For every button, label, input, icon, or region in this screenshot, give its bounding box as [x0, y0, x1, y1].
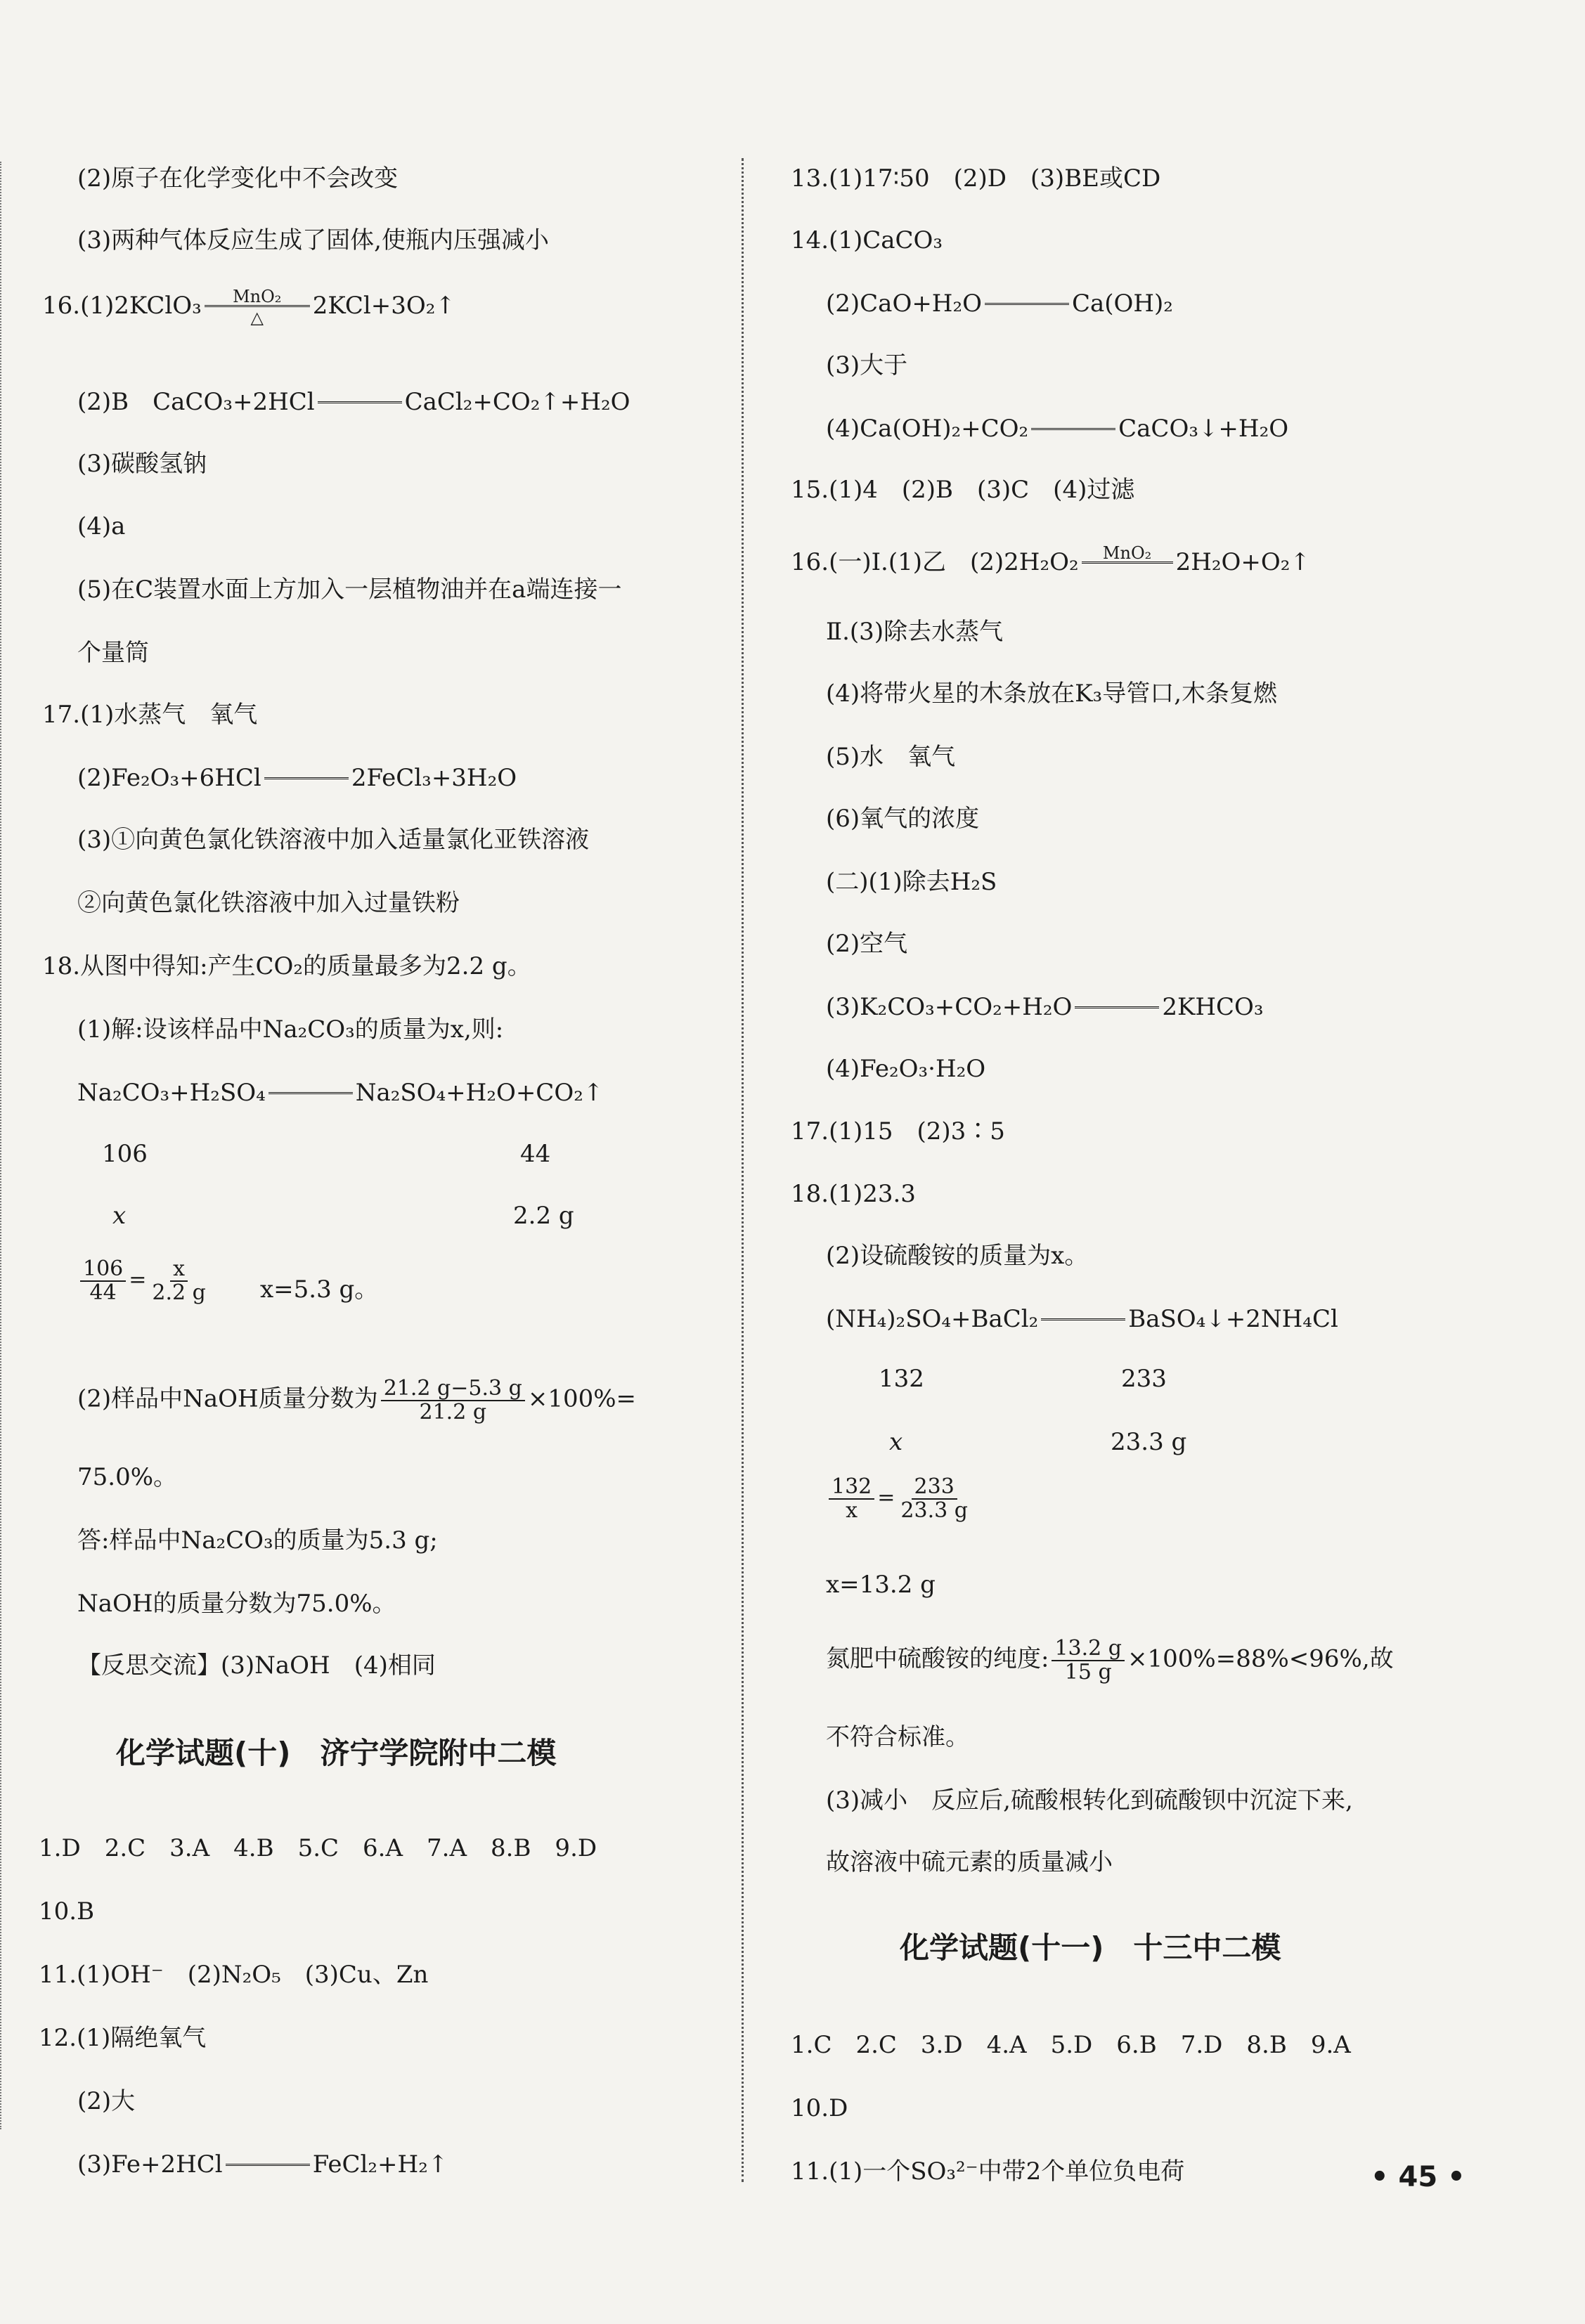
- stoich-value: 106: [102, 1140, 148, 1168]
- answer-line: 18.(1)23.3: [791, 1180, 916, 1208]
- reaction-condition: MnO₂: [1082, 545, 1173, 583]
- answer-line: 【反思交流】(3)NaOH (4)相同: [77, 1651, 436, 1680]
- stoich-value: 2.2 g: [513, 1202, 574, 1230]
- answer-line: 18.从图中得知:产生CO₂的质量最多为2.2 g。: [42, 952, 531, 980]
- equation-line: (2)Fe₂O₃+6HCl 2FeCl₃+3H₂O: [77, 764, 517, 792]
- answer-line: (3)减小 反应后,硫酸根转化到硫酸钡中沉淀下来,: [826, 1786, 1353, 1815]
- answer-line: 14.(1)CaCO₃: [791, 226, 943, 254]
- answer-line: (2)空气: [826, 930, 908, 958]
- equation-line: Na₂CO₃+H₂SO₄ Na₂SO₄+H₂O+CO₂↑: [77, 1079, 604, 1107]
- answer-line: (5)水 氧气: [826, 743, 956, 771]
- answer-line: 11.(1)OH⁻ (2)N₂O₅ (3)Cu、Zn: [39, 1961, 429, 1989]
- answer-line: (2)原子在化学变化中不会改变: [77, 164, 399, 193]
- answer-line: (5)在C装置水面上方加入一层植物油并在a端连接一: [77, 576, 622, 604]
- answer-line: 氮肥中硫酸铵的纯度: $\frac{13.2 g}{15 g}$ ×100%=88%<96%,故: [826, 1636, 1394, 1684]
- section-heading: 化学试题(十) 济宁学院附中二模: [116, 1736, 557, 1770]
- stoich-value: 132: [879, 1365, 924, 1393]
- proportion-line: $\frac{132}{x}$ = $\frac{233}{23.3 g}$: [826, 1476, 973, 1521]
- answer-line: 13.(1)17∶50 (2)D (3)BE或CD: [791, 164, 1161, 193]
- stoich-value: 23.3 g: [1111, 1428, 1187, 1456]
- answer-line: 12.(1)隔绝氧气: [39, 2024, 207, 2052]
- stoich-value: 44: [520, 1140, 551, 1168]
- answer-line: 10.B: [39, 1897, 95, 1926]
- reaction-condition: MnO₂ △: [205, 288, 310, 326]
- stoich-value: x: [112, 1202, 127, 1230]
- answer-line: 15.(1)4 (2)B (3)C (4)过滤: [791, 476, 1135, 504]
- equation-line: 16.(一)Ⅰ.(1)乙 (2)2H₂O₂ MnO₂ 2H₂O+O₂↑: [791, 545, 1310, 583]
- answer-line: Ⅱ.(3)除去水蒸气: [826, 618, 1004, 646]
- column-separator: [742, 158, 744, 2182]
- answer-line: NaOH的质量分数为75.0%。: [77, 1590, 396, 1618]
- answer-line: 1.C 2.C 3.D 4.A 5.D 6.B 7.D 8.B 9.A: [791, 2031, 1351, 2059]
- answer-line: (2)设硫酸铵的质量为x。: [826, 1242, 1089, 1270]
- answer-line: (二)(1)除去H₂S: [826, 868, 997, 896]
- equation-line: 16.(1)2KClO₃ MnO₂ △ 2KCl+3O₂↑: [42, 287, 455, 327]
- answer-line: (3)两种气体反应生成了固体,使瓶内压强减小: [77, 226, 549, 254]
- answer-line: 个量筒: [77, 639, 149, 667]
- answer-line: (4)a: [77, 512, 126, 540]
- answer-line: 10.D: [791, 2094, 848, 2122]
- answer-line: (4)将带火星的木条放在K₃导管口,木条复燃: [826, 680, 1277, 708]
- answer-line: 故溶液中硫元素的质量减小: [826, 1848, 1113, 1876]
- answer-line: (1)解:设该样品中Na₂CO₃的质量为x,则:: [77, 1015, 504, 1044]
- answer-line: 17.(1)15 (2)3∶5: [791, 1117, 1005, 1145]
- equation-line: (3)K₂CO₃+CO₂+H₂O 2KHCO₃: [826, 993, 1264, 1021]
- equation-line: (NH₄)₂SO₄+BaCl₂ BaSO₄↓+2NH₄Cl: [826, 1305, 1338, 1333]
- answer-line: (2)大: [77, 2087, 136, 2115]
- equation-line: (2)B CaCO₃+2HCl CaCl₂+CO₂↑+H₂O: [77, 388, 630, 416]
- proportion-line: $\frac{106}{44}$ = $\frac{x}{2.2 g}$: [77, 1258, 212, 1304]
- answer-line: 不符合标准。: [826, 1723, 969, 1751]
- answer-line: 75.0%。: [77, 1463, 178, 1491]
- answer-line: (4)Fe₂O₃·H₂O: [826, 1055, 986, 1083]
- answer-line: 11.(1)一个SO₃²⁻中带2个单位负电荷: [791, 2157, 1185, 2186]
- section-heading: 化学试题(十一) 十三中二模: [900, 1930, 1281, 1965]
- answer-line: (6)氧气的浓度: [826, 805, 980, 833]
- answer-line: x=5.3 g。: [260, 1275, 379, 1304]
- answer-line: (3)碳酸氢钠: [77, 450, 207, 478]
- margin-dotted-rule: [0, 162, 1, 2129]
- equation-line: (2)CaO+H₂O Ca(OH)₂: [826, 290, 1173, 318]
- answer-line: 答:样品中Na₂CO₃的质量为5.3 g;: [77, 1526, 438, 1554]
- answer-line: (2)样品中NaOH质量分数为 $\frac{21.2 g-5.3 g}{21.2 g}$ ×100%=: [77, 1376, 637, 1424]
- answer-line: 1.D 2.C 3.A 4.B 5.C 6.A 7.A 8.B 9.D: [39, 1834, 597, 1862]
- page-number: • 45 •: [1371, 2161, 1466, 2193]
- answer-line: ②向黄色氯化铁溶液中加入过量铁粉: [77, 889, 460, 917]
- equation-line: (4)Ca(OH)₂+CO₂ CaCO₃↓+H₂O: [826, 415, 1289, 443]
- stoich-value: x: [889, 1428, 903, 1456]
- answer-line: 17.(1)水蒸气 氧气: [42, 701, 258, 729]
- equation-line: (3)Fe+2HCl FeCl₂+H₂↑: [77, 2150, 448, 2179]
- stoich-value: 233: [1121, 1365, 1167, 1393]
- answer-line: (3)大于: [826, 351, 908, 379]
- answer-line: x=13.2 g: [826, 1571, 936, 1599]
- answer-line: (3)①向黄色氯化铁溶液中加入适量氯化亚铁溶液: [77, 826, 590, 854]
